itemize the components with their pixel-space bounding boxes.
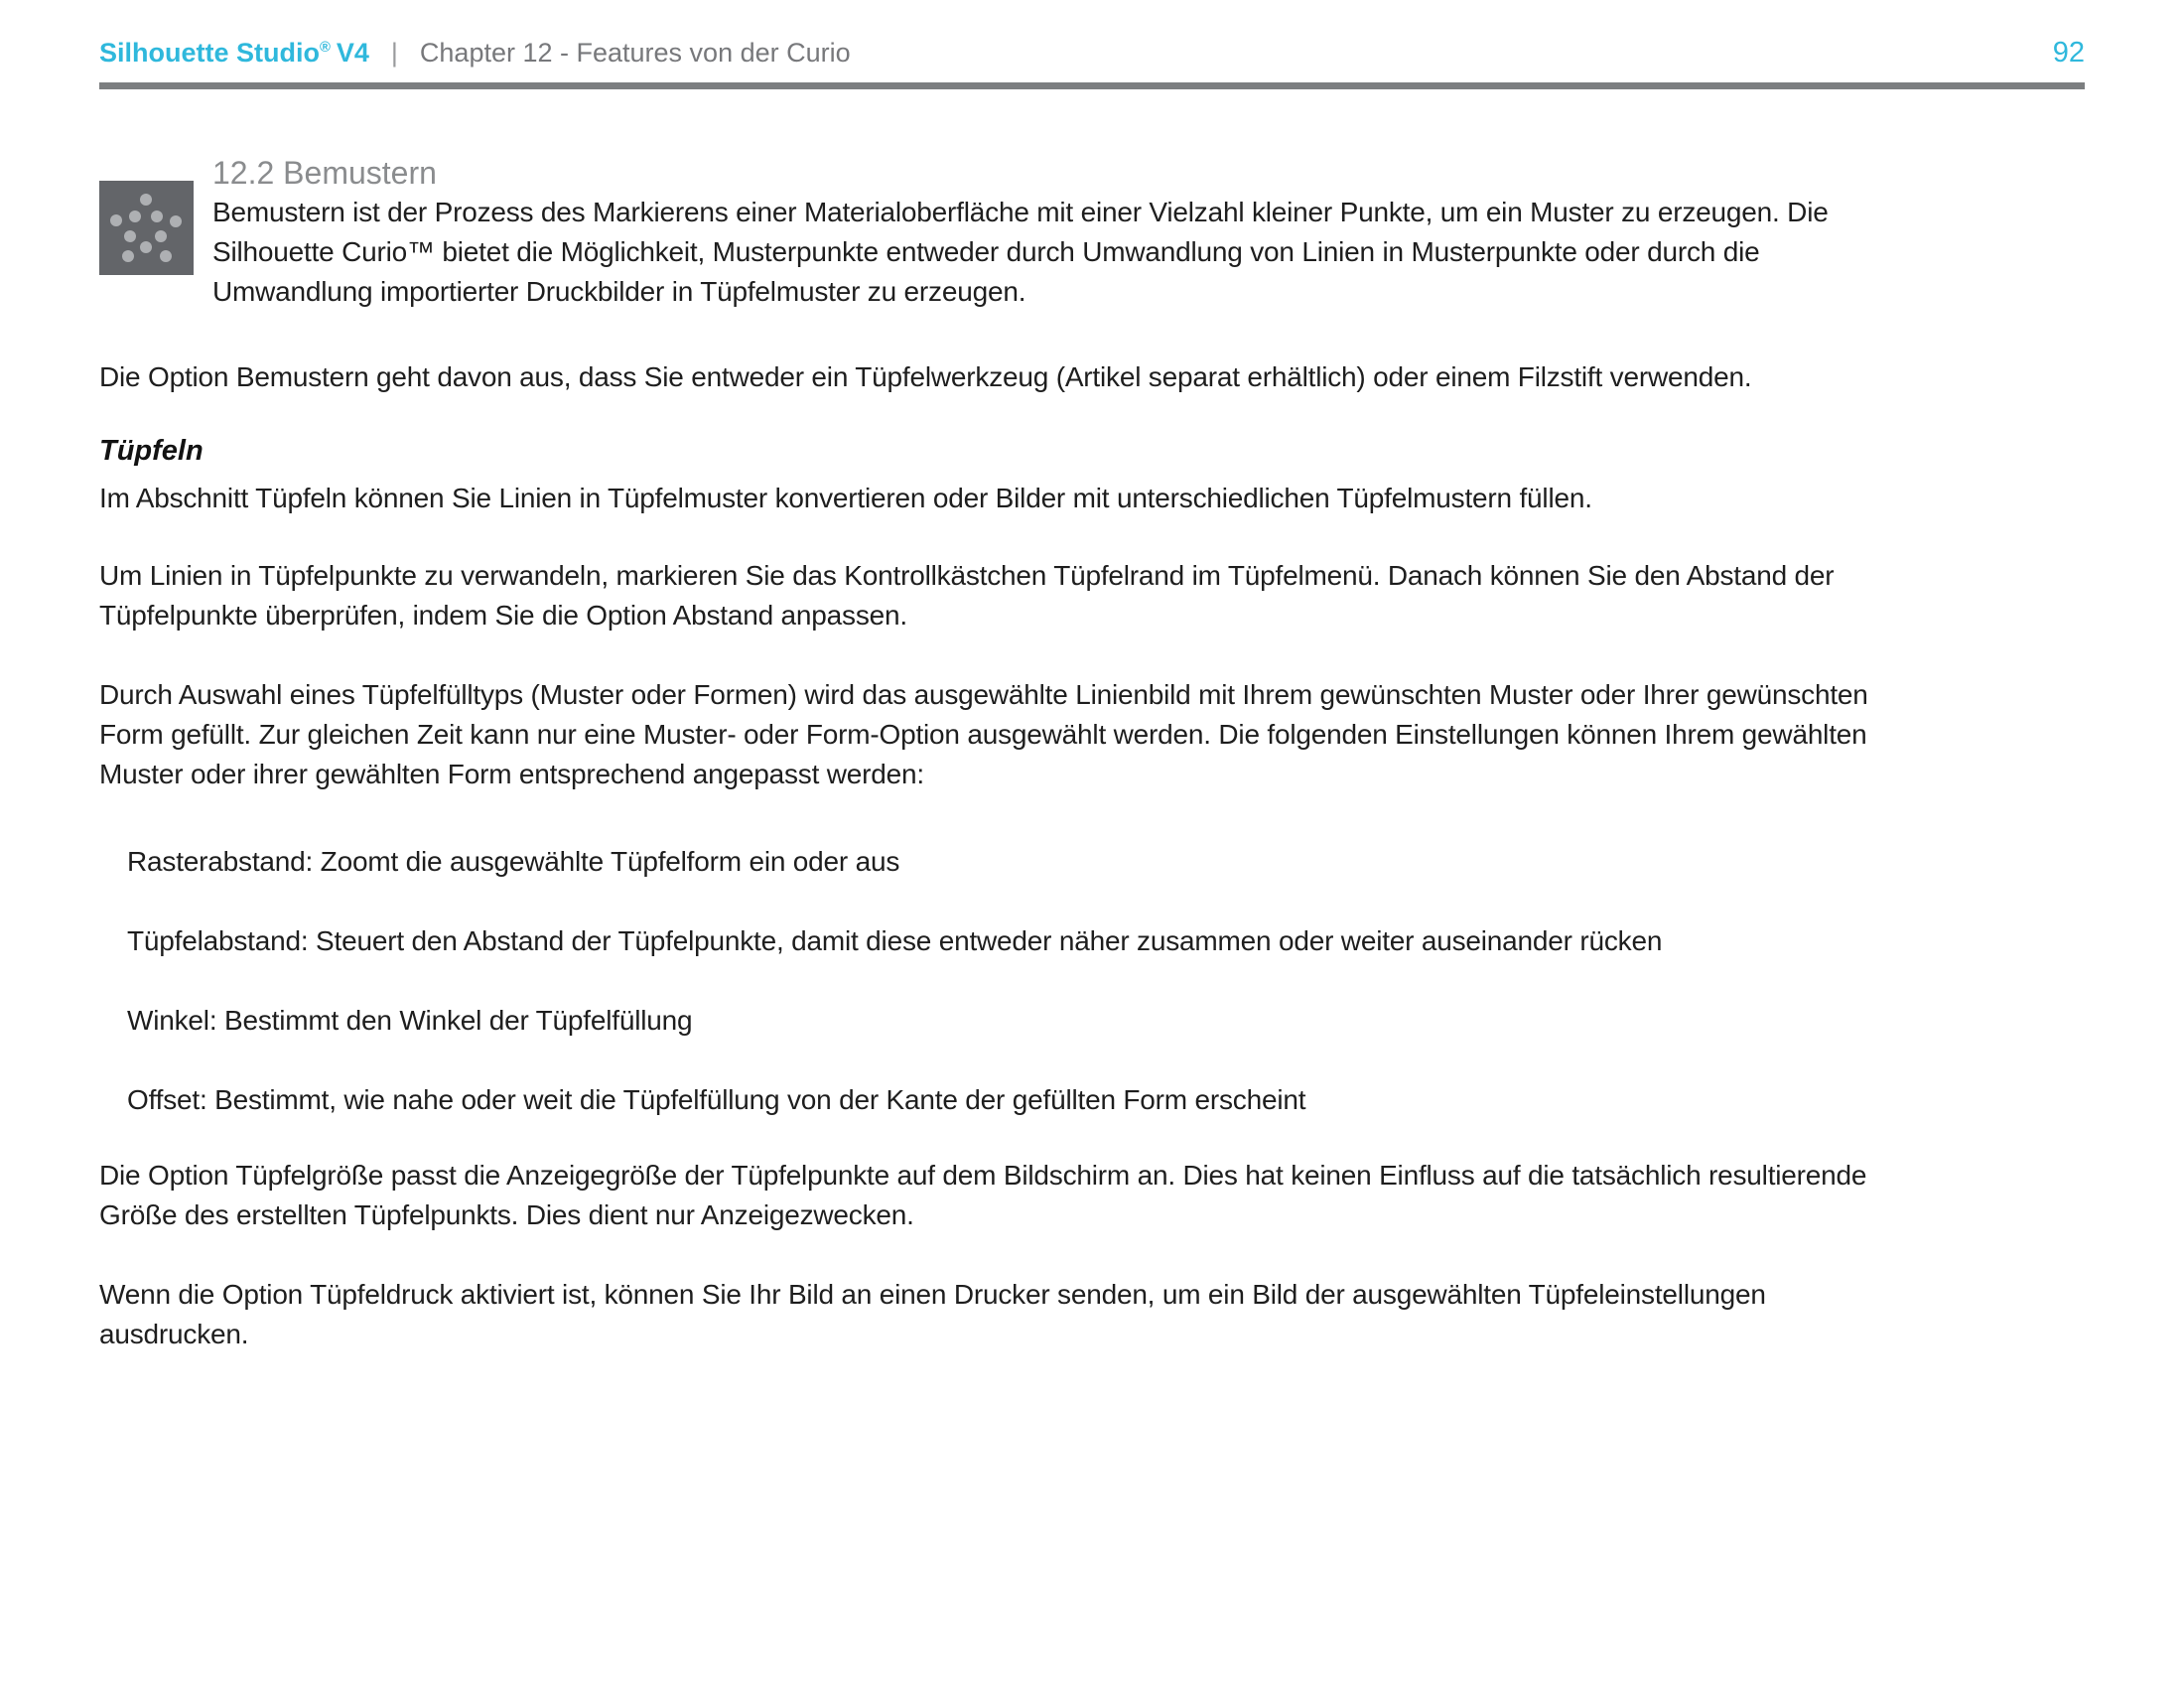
paragraph-line: Muster oder ihrer gewählten Form entsprechend angepasst werden: (99, 759, 924, 789)
paragraph-tuepfelgroesse (99, 1156, 2085, 1235)
paragraph-line: Tüpfelpunkte überprüfen, indem Sie die Option Abstand anpassen. (99, 600, 907, 631)
paragraph-tuepfelwerkzeug (99, 357, 2085, 397)
paragraph-line: Die Option Bemustern geht davon aus, dass Sie entweder ein Tüpfelwerkzeug (Artikel separat erhältlich) oder einem Filzstift verwenden. (99, 361, 1752, 392)
page-header (99, 30, 2085, 70)
paragraph-line: Form gefüllt. Zur gleichen Zeit kann nur eine Muster- oder Form-Option ausgewählt werden. Die folgenden Einstellungen können Ihrem gewählten (99, 719, 1867, 750)
settings-list (99, 842, 2085, 1120)
section-intro-text (212, 153, 1829, 312)
paragraph-durch-auswahl (99, 675, 2085, 794)
paragraph-line: Wenn die Option Tüpfeldruck aktiviert ist, können Sie Ihr Bild an einen Drucker senden, um ein Bild der ausgewählten Tüpfeleinstellungen (99, 1279, 1766, 1310)
paragraph-line: Durch Auswahl eines Tüpfelfülltyps (Muster oder Formen) wird das ausgewählte Linienbild mit Ihrem gewünschten Muster oder Ihrer gewünschten (99, 679, 1868, 710)
dot-pattern-icon (99, 181, 194, 275)
subheading-tuepfeln: Tüpfeln (99, 435, 204, 467)
paragraph-tuepfeldruck (99, 1275, 2085, 1354)
page-body (99, 357, 2085, 1354)
paragraph-line: Die Option Tüpfelgröße passt die Anzeigegröße der Tüpfelpunkte auf dem Bildschirm an. Dies hat keinen Einfluss auf die tatsächlich resultierende (99, 1160, 1867, 1191)
chapter-title: Chapter 12 - Features von der Curio (419, 38, 851, 68)
header-left (99, 30, 851, 70)
registered-trademark-symbol: ® (320, 40, 331, 56)
setting-item-tuepfelabstand: Tüpfelabstand: Steuert den Abstand der Tüpfelpunkte, damit diese entweder näher zusammen oder weiter auseinander rücken (127, 925, 1663, 956)
section-title: 12.2 Bemustern (212, 155, 437, 191)
intro-line: Silhouette Curio™ bietet die Möglichkeit, Musterpunkte entweder durch Umwandlung von Linien in Musterpunkte oder durch die (212, 236, 1760, 267)
header-rule (99, 82, 2085, 89)
paragraph-abschnitt-tuepfeln (99, 479, 2085, 518)
section-bemustern (99, 153, 2085, 312)
app-title (99, 30, 369, 70)
paragraph-um-linien (99, 556, 2085, 635)
setting-item-rasterabstand: Rasterabstand: Zoomt die ausgewählte Tüpfelform ein oder aus (127, 846, 900, 877)
brand-name: Silhouette Studio (99, 38, 320, 68)
paragraph-line: Größe des erstellten Tüpfelpunkts. Dies dient nur Anzeigezwecken. (99, 1199, 914, 1230)
setting-item-offset: Offset: Bestimmt, wie nahe oder weit die Tüpfelfüllung von der Kante der gefüllten Form erscheint (127, 1084, 1306, 1115)
intro-line: Umwandlung importierter Druckbilder in Tüpfelmuster zu erzeugen. (212, 276, 1026, 307)
page-number: 92 (2052, 37, 2085, 69)
brand-version: V4 (336, 38, 369, 68)
paragraph-line: Im Abschnitt Tüpfeln können Sie Linien in Tüpfelmuster konvertieren oder Bilder mit unterschiedlichen Tüpfelmustern füllen. (99, 483, 1592, 513)
paragraph-line: ausdrucken. (99, 1319, 249, 1349)
intro-line: Bemustern ist der Prozess des Markierens einer Materialoberfläche mit einer Vielzahl kleiner Punkte, um ein Muster zu erzeugen. Die (212, 197, 1829, 227)
setting-item-winkel: Winkel: Bestimmt den Winkel der Tüpfelfüllung (127, 1005, 693, 1036)
header-divider: | (390, 38, 398, 68)
paragraph-line: Um Linien in Tüpfelpunkte zu verwandeln, markieren Sie das Kontrollkästchen Tüpfelrand im Tüpfelmenü. Danach können Sie den Abstand der (99, 560, 1835, 591)
